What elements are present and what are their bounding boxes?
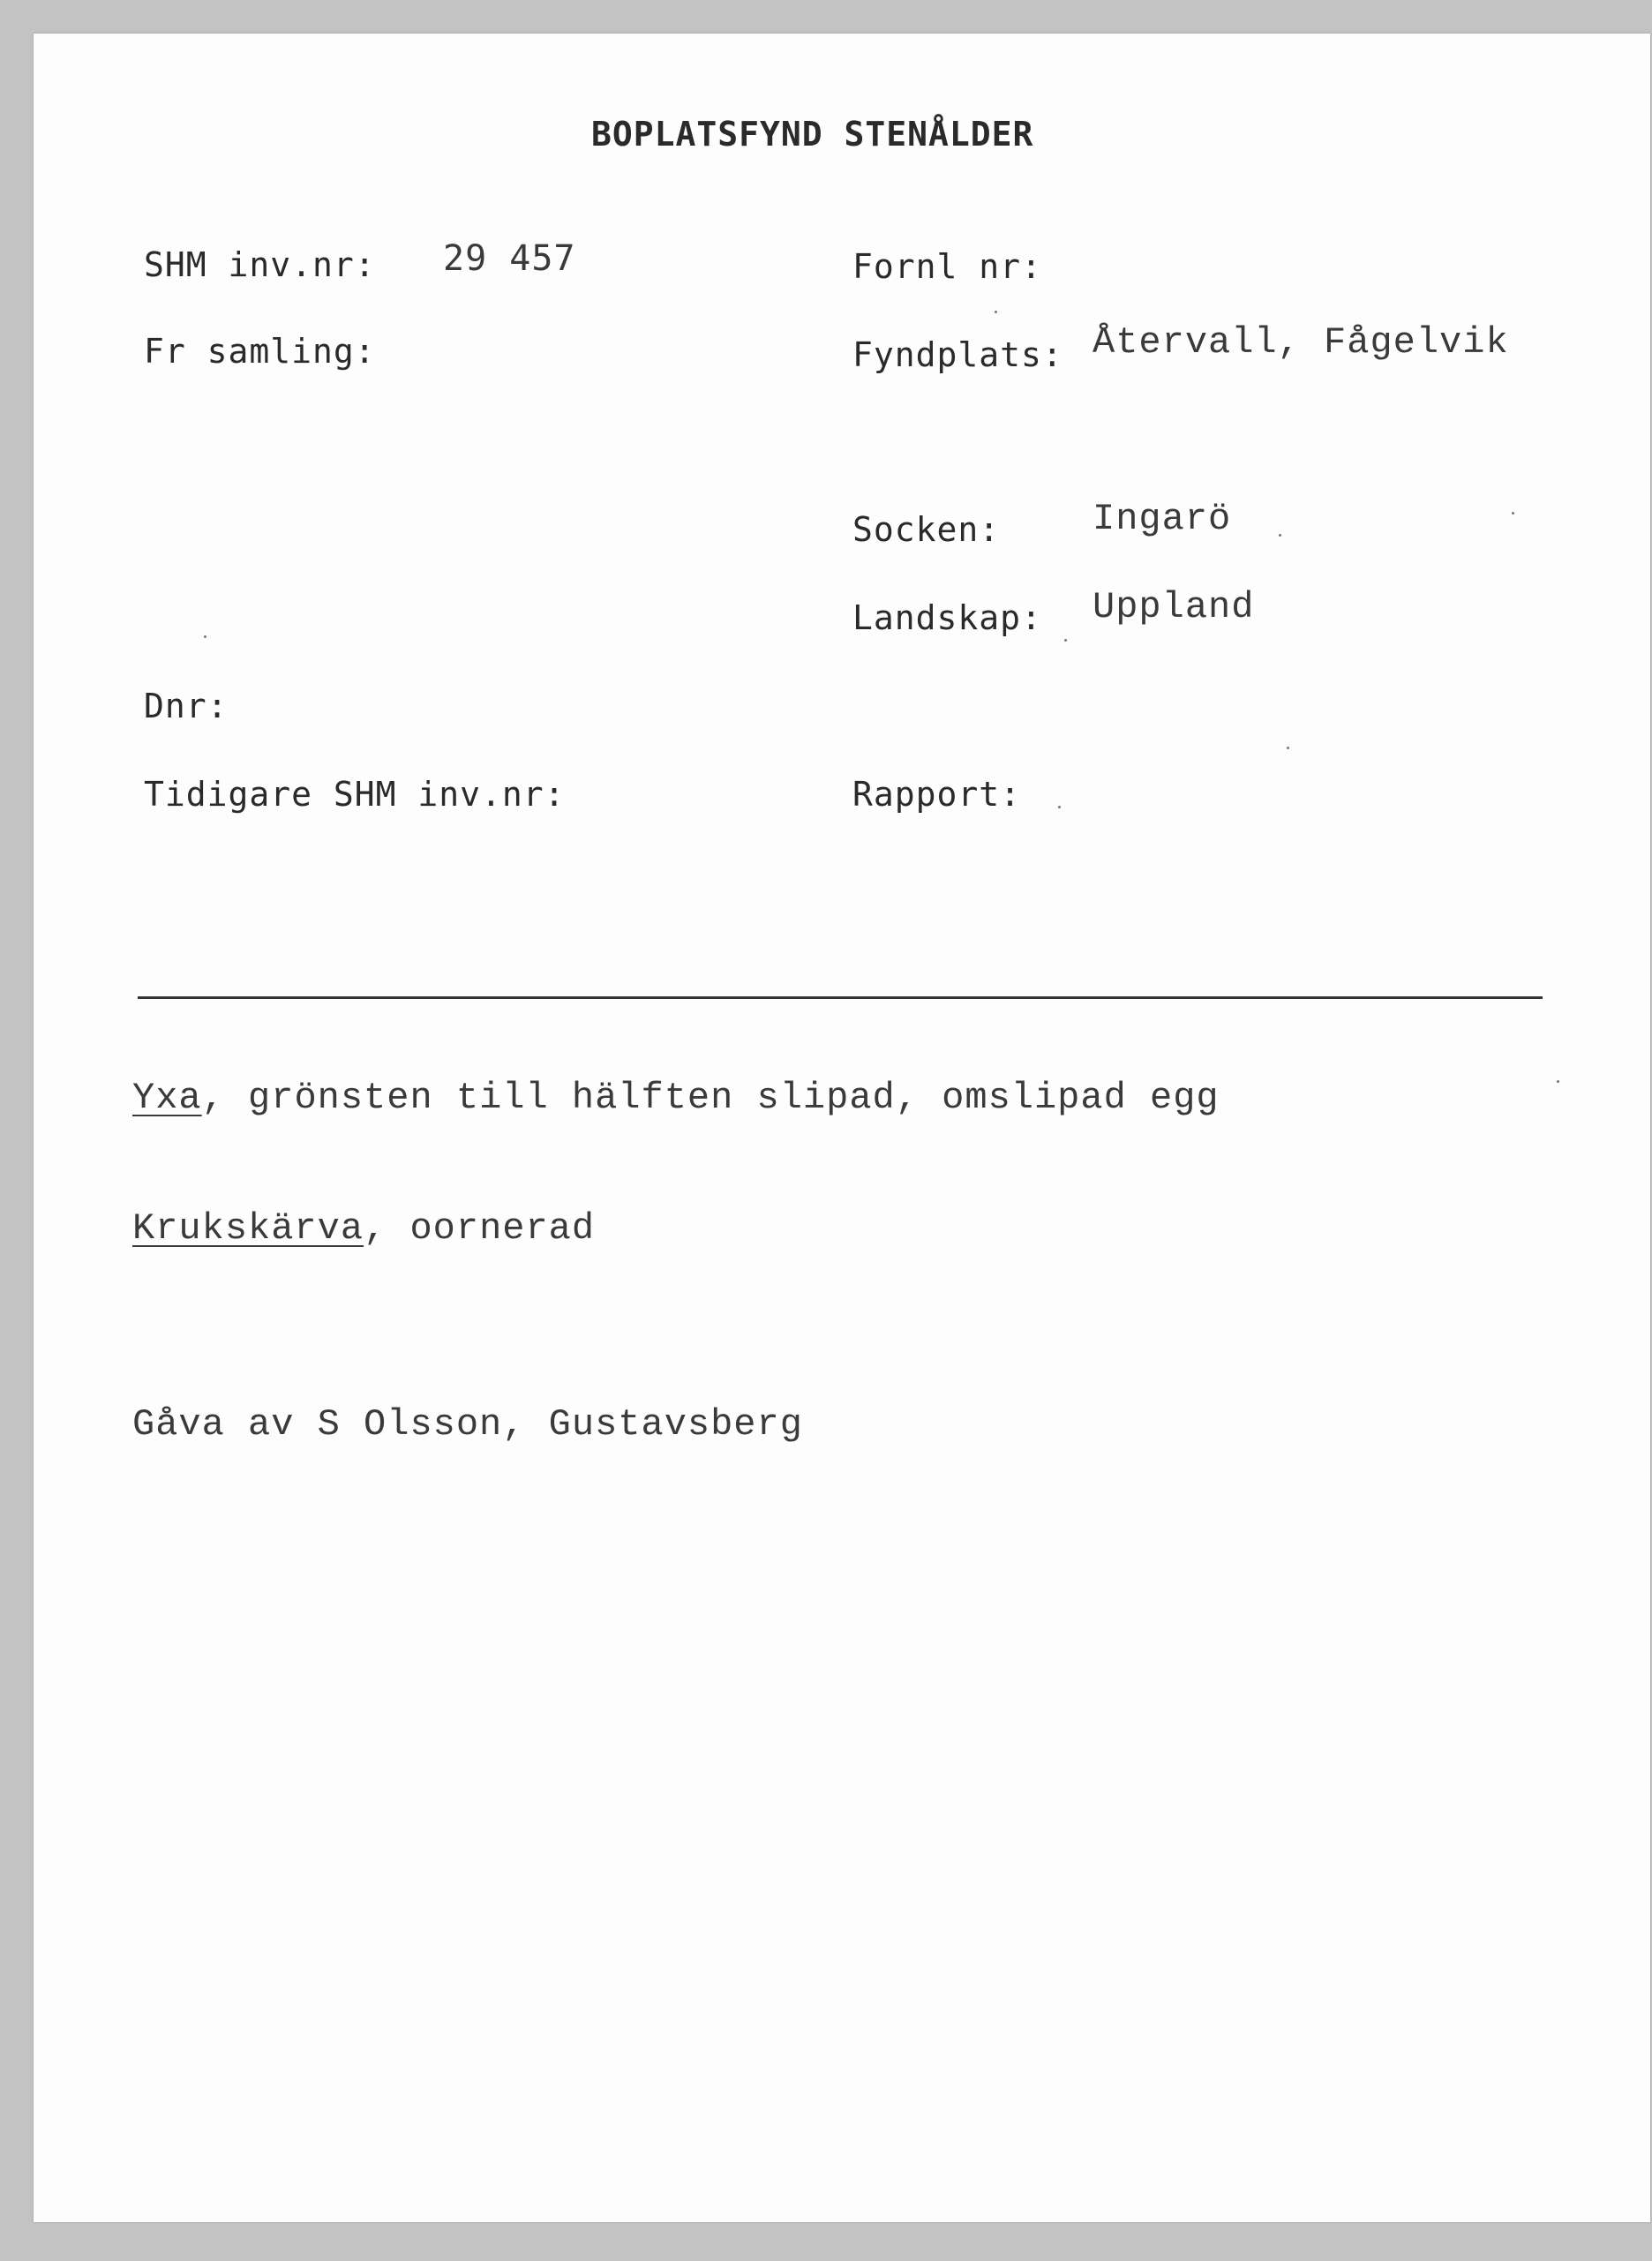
entry-axe (132, 1077, 1220, 1119)
landskap-value: Uppland (1093, 586, 1255, 628)
card-title: BOPLATSFYND STENÅLDER (591, 115, 1034, 154)
landskap-label: Landskap: (852, 598, 1042, 637)
dust-speck (995, 311, 997, 313)
dust-speck (204, 635, 206, 638)
rapport-label: Rapport: (852, 775, 1022, 814)
socken-label: Socken: (852, 510, 1001, 549)
tidigare-shm-inv-label: Tidigare SHM inv.nr: (144, 775, 566, 814)
entry-sherd (132, 1207, 595, 1250)
dust-speck (1279, 534, 1281, 537)
entry-sherd-term: Krukskärva (132, 1207, 364, 1250)
dust-speck (1058, 806, 1061, 808)
socken-value: Ingarö (1093, 498, 1232, 540)
fyndplats-label: Fyndplats: (852, 335, 1063, 374)
catalog-card (34, 34, 1650, 2222)
gift-note: Gåva av S Olsson, Gustavsberg (132, 1403, 803, 1446)
fyndplats-value: Återvall, Fågelvik (1093, 321, 1509, 364)
entry-sherd-description: , oornerad (364, 1207, 596, 1250)
divider-line (138, 996, 1543, 999)
shm-inv-value: 29 457 (443, 238, 576, 279)
dust-speck (1064, 639, 1067, 642)
entry-axe-description: , grönsten till hälften slipad, omslipad egg (201, 1077, 1220, 1119)
dust-speck (1512, 512, 1514, 515)
entry-axe-term: Yxa (132, 1077, 202, 1119)
dnr-label: Dnr: (144, 687, 229, 725)
dust-speck (1557, 1080, 1559, 1083)
fornl-nr-label: Fornl nr: (852, 247, 1042, 286)
shm-inv-label: SHM inv.nr: (144, 245, 376, 284)
fr-samling-label: Fr samling: (144, 332, 376, 371)
dust-speck (1287, 747, 1289, 749)
